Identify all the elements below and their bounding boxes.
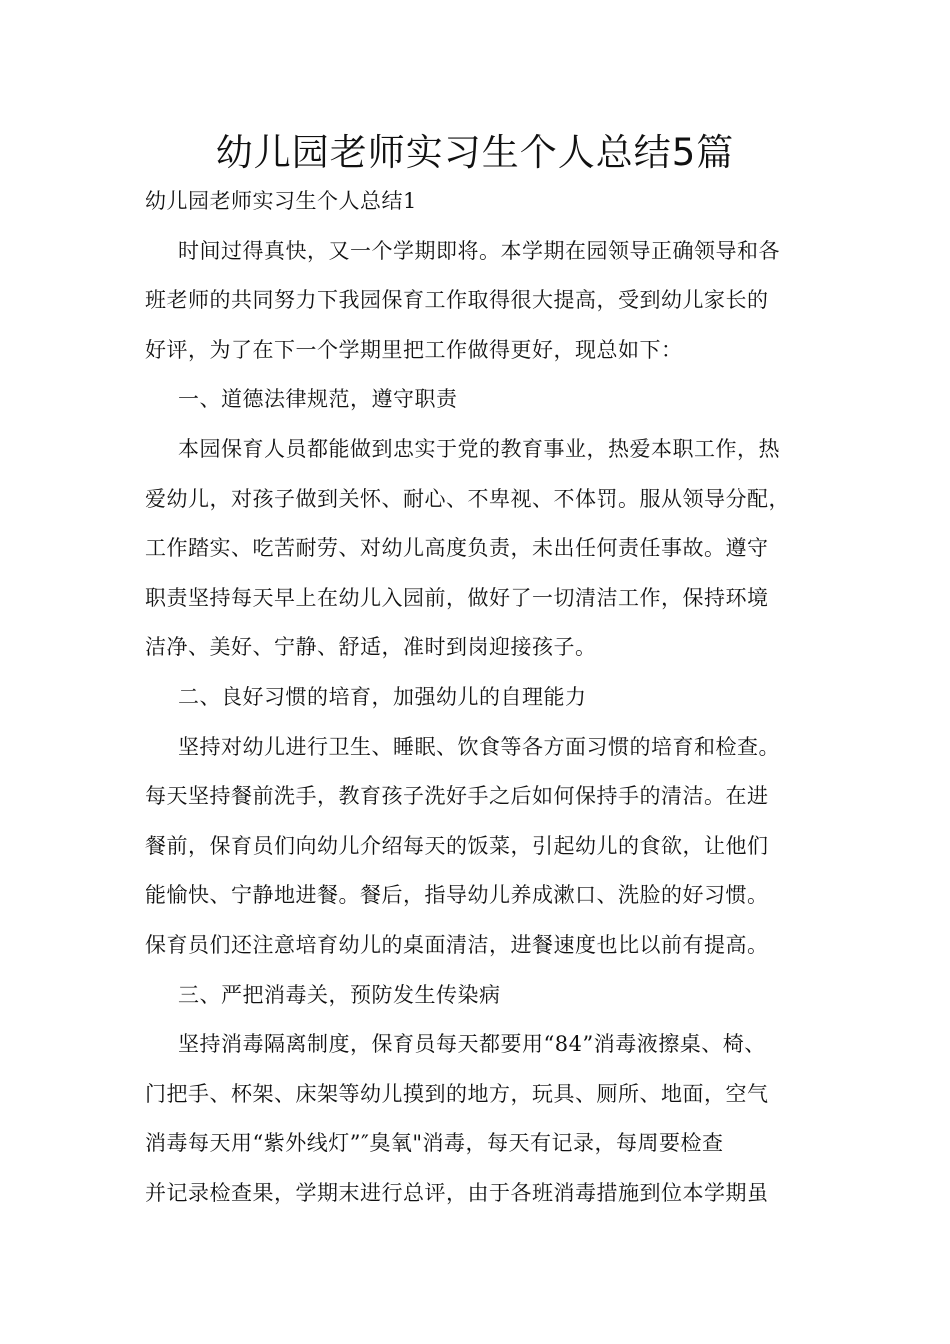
text-line: 幼儿园老师实习生个人总结1 [145, 189, 417, 213]
text-line: 时间过得真快，又一个学期即将。本学期在园领导正确领导和各 [178, 238, 780, 263]
text-line: 职责坚持每天早上在幼儿入园前，做好了一切清洁工作，保持环境 [145, 585, 769, 610]
text-line: 一、道德法律规范，遵守职责 [178, 387, 458, 412]
text-line: 二、良好习惯的培育，加强幼儿的自理能力 [178, 684, 587, 709]
document-body [145, 177, 810, 1218]
text-line: 坚持对幼儿进行卫生、睡眠、饮食等各方面习惯的培育和检查。 [178, 734, 780, 759]
document-title: 幼儿园老师实习生个人总结5篇 [215, 131, 735, 174]
text-line: 洁净、美好、宁静、舒适，准时到岗迎接孩子。 [145, 635, 597, 660]
text-line: 本园保育人员都能做到忠实于党的教育事业，热爱本职工作，热 [178, 436, 780, 461]
text-line: 消毒每天用“紫外线灯”″臭氧"消毒，每天有记录，每周要检查 [145, 1131, 724, 1156]
text-line: 能愉快、宁静地进餐。餐后，指导幼儿养成漱口、洗脸的好习惯。 [145, 883, 769, 908]
text-line: 并记录检查果，学期末进行总评，由于各班消毒措施到位本学期虽 [145, 1180, 769, 1205]
text-line: 工作踏实、吃苦耐劳、对幼儿高度负责，未出任何责任事故。遵守 [145, 536, 769, 561]
text-line: 餐前，保育员们向幼儿介绍每天的饭菜，引起幼儿的食欲，让他们 [145, 833, 769, 858]
text-line: 每天坚持餐前洗手，教育孩子洗好手之后如何保持手的清洁。在进 [145, 784, 769, 809]
text-line: 三、严把消毒关，预防发生传染病 [178, 982, 501, 1007]
text-line: 好评，为了在下一个学期里把工作做得更好，现总如下： [145, 337, 683, 362]
text-line: 保育员们还注意培育幼儿的桌面清洁，进餐速度也比以前有提高。 [145, 932, 769, 957]
text-line: 门把手、杯架、床架等幼儿摸到的地方，玩具、厕所、地面，空气 [145, 1081, 769, 1106]
text-line: 班老师的共同努力下我园保育工作取得很大提高，受到幼儿家长的 [145, 288, 769, 313]
text-line: 爱幼儿，对孩子做到关怀、耐心、不卑视、不体罚。服从领导分配， [145, 486, 790, 511]
text-line: 坚持消毒隔离制度，保育员每天都要用“84”消毒液擦桌、椅、 [178, 1032, 766, 1057]
